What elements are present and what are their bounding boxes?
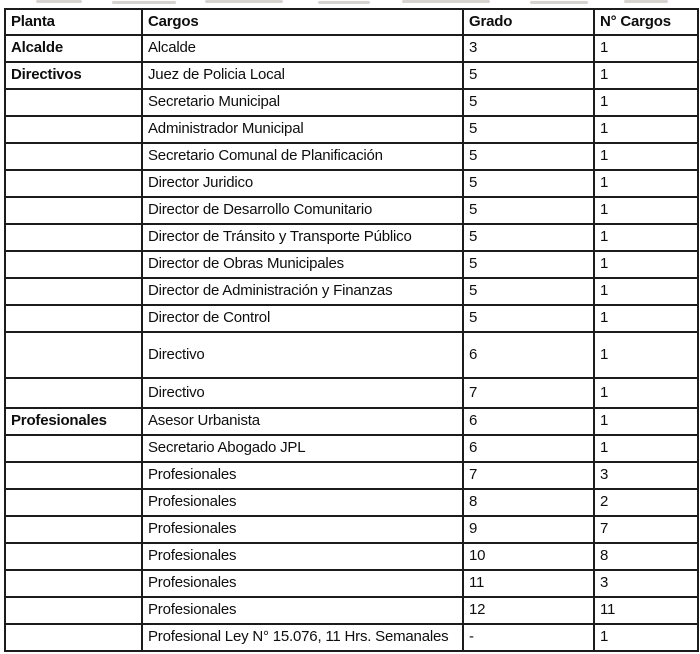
ncargos-cell: 1: [594, 378, 698, 408]
cargo-cell: Administrador Municipal: [142, 116, 463, 143]
scan-artifact: [36, 0, 82, 3]
cargo-cell: Secretario Municipal: [142, 89, 463, 116]
ncargos-cell: 1: [594, 170, 698, 197]
planta-cell: [5, 89, 142, 116]
planta-cell: [5, 116, 142, 143]
planta-cell: [5, 143, 142, 170]
planta-cell: [5, 278, 142, 305]
cargo-cell: Director de Desarrollo Comunitario: [142, 197, 463, 224]
table-header: [5, 9, 698, 35]
cargo-cell: Asesor Urbanista: [142, 408, 463, 435]
ncargos-cell: 1: [594, 224, 698, 251]
cargo-cell: Profesionales: [142, 597, 463, 624]
ncargos-cell: 1: [594, 251, 698, 278]
planta-cell: [5, 543, 142, 570]
table-row: [5, 278, 698, 305]
table-row: [5, 197, 698, 224]
cargo-cell: Alcalde: [142, 35, 463, 62]
grado-cell: 9: [463, 516, 594, 543]
grado-cell: 6: [463, 408, 594, 435]
table-row: [5, 62, 698, 89]
column-header-n-cargos: N° Cargos: [594, 9, 698, 35]
grado-cell: 8: [463, 489, 594, 516]
scan-artifact: [112, 1, 176, 4]
planta-cell: [5, 332, 142, 378]
planta-cell: [5, 305, 142, 332]
table-row: [5, 378, 698, 408]
grado-cell: 5: [463, 305, 594, 332]
planta-cell: [5, 570, 142, 597]
cargo-cell: Profesionales: [142, 570, 463, 597]
table-row: [5, 597, 698, 624]
scan-artifact: [402, 0, 490, 3]
staffing-table: [4, 8, 699, 652]
planta-cell: Directivos: [5, 62, 142, 89]
scan-artifact: [624, 0, 668, 3]
scan-artifact: [530, 1, 588, 4]
grado-cell: 5: [463, 116, 594, 143]
table-row: [5, 170, 698, 197]
grado-cell: -: [463, 624, 594, 651]
header-row: [5, 9, 698, 35]
planta-cell: [5, 516, 142, 543]
scan-artifact: [205, 0, 283, 3]
grado-cell: 5: [463, 143, 594, 170]
ncargos-cell: 11: [594, 597, 698, 624]
grado-cell: 11: [463, 570, 594, 597]
table-row: [5, 251, 698, 278]
ncargos-cell: 3: [594, 570, 698, 597]
grado-cell: 6: [463, 332, 594, 378]
planta-cell: [5, 597, 142, 624]
planta-cell: Alcalde: [5, 35, 142, 62]
grado-cell: 7: [463, 462, 594, 489]
grado-cell: 5: [463, 278, 594, 305]
table-row: [5, 462, 698, 489]
ncargos-cell: 1: [594, 332, 698, 378]
table-row: [5, 224, 698, 251]
ncargos-cell: 1: [594, 35, 698, 62]
cargo-cell: Profesional Ley N° 15.076, 11 Hrs. Semanales: [142, 624, 463, 651]
ncargos-cell: 1: [594, 116, 698, 143]
table-row: [5, 624, 698, 651]
grado-cell: 10: [463, 543, 594, 570]
ncargos-cell: 2: [594, 489, 698, 516]
cargo-cell: Profesionales: [142, 462, 463, 489]
planta-cell: [5, 170, 142, 197]
column-header-grado: Grado: [463, 9, 594, 35]
grado-cell: 7: [463, 378, 594, 408]
cargo-cell: Director de Control: [142, 305, 463, 332]
table-row: [5, 89, 698, 116]
table-body: [5, 35, 698, 651]
grado-cell: 5: [463, 251, 594, 278]
grado-cell: 5: [463, 89, 594, 116]
cargo-cell: Profesionales: [142, 489, 463, 516]
cargo-cell: Secretario Comunal de Planificación: [142, 143, 463, 170]
cargo-cell: Director de Administración y Finanzas: [142, 278, 463, 305]
column-header-cargos: Cargos: [142, 9, 463, 35]
planta-cell: [5, 224, 142, 251]
table-row: [5, 570, 698, 597]
planta-cell: [5, 624, 142, 651]
planta-cell: [5, 378, 142, 408]
ncargos-cell: 1: [594, 624, 698, 651]
planta-cell: [5, 435, 142, 462]
ncargos-cell: 3: [594, 462, 698, 489]
cargo-cell: Profesionales: [142, 543, 463, 570]
planta-cell: Profesionales: [5, 408, 142, 435]
grado-cell: 6: [463, 435, 594, 462]
cargo-cell: Profesionales: [142, 516, 463, 543]
ncargos-cell: 1: [594, 143, 698, 170]
table-row: [5, 516, 698, 543]
column-header-planta: Planta: [5, 9, 142, 35]
ncargos-cell: 1: [594, 435, 698, 462]
grado-cell: 12: [463, 597, 594, 624]
scan-artifact: [318, 1, 370, 4]
ncargos-cell: 7: [594, 516, 698, 543]
table-row: [5, 116, 698, 143]
cargo-cell: Director Juridico: [142, 170, 463, 197]
grado-cell: 5: [463, 224, 594, 251]
grado-cell: 5: [463, 170, 594, 197]
planta-cell: [5, 197, 142, 224]
ncargos-cell: 1: [594, 408, 698, 435]
cargo-cell: Director de Obras Municipales: [142, 251, 463, 278]
ncargos-cell: 8: [594, 543, 698, 570]
table-row: [5, 143, 698, 170]
cargo-cell: Director de Tránsito y Transporte Público: [142, 224, 463, 251]
grado-cell: 5: [463, 197, 594, 224]
table-row: [5, 408, 698, 435]
table-row: [5, 543, 698, 570]
cargo-cell: Juez de Policia Local: [142, 62, 463, 89]
table-row: [5, 332, 698, 378]
cargo-cell: Directivo: [142, 332, 463, 378]
ncargos-cell: 1: [594, 305, 698, 332]
cargo-cell: Directivo: [142, 378, 463, 408]
table-row: [5, 489, 698, 516]
table-row: [5, 305, 698, 332]
planta-cell: [5, 489, 142, 516]
table-row: [5, 35, 698, 62]
ncargos-cell: 1: [594, 197, 698, 224]
grado-cell: 3: [463, 35, 594, 62]
grado-cell: 5: [463, 62, 594, 89]
planta-cell: [5, 251, 142, 278]
ncargos-cell: 1: [594, 89, 698, 116]
planta-cell: [5, 462, 142, 489]
ncargos-cell: 1: [594, 62, 698, 89]
table-row: [5, 435, 698, 462]
cargo-cell: Secretario Abogado JPL: [142, 435, 463, 462]
ncargos-cell: 1: [594, 278, 698, 305]
